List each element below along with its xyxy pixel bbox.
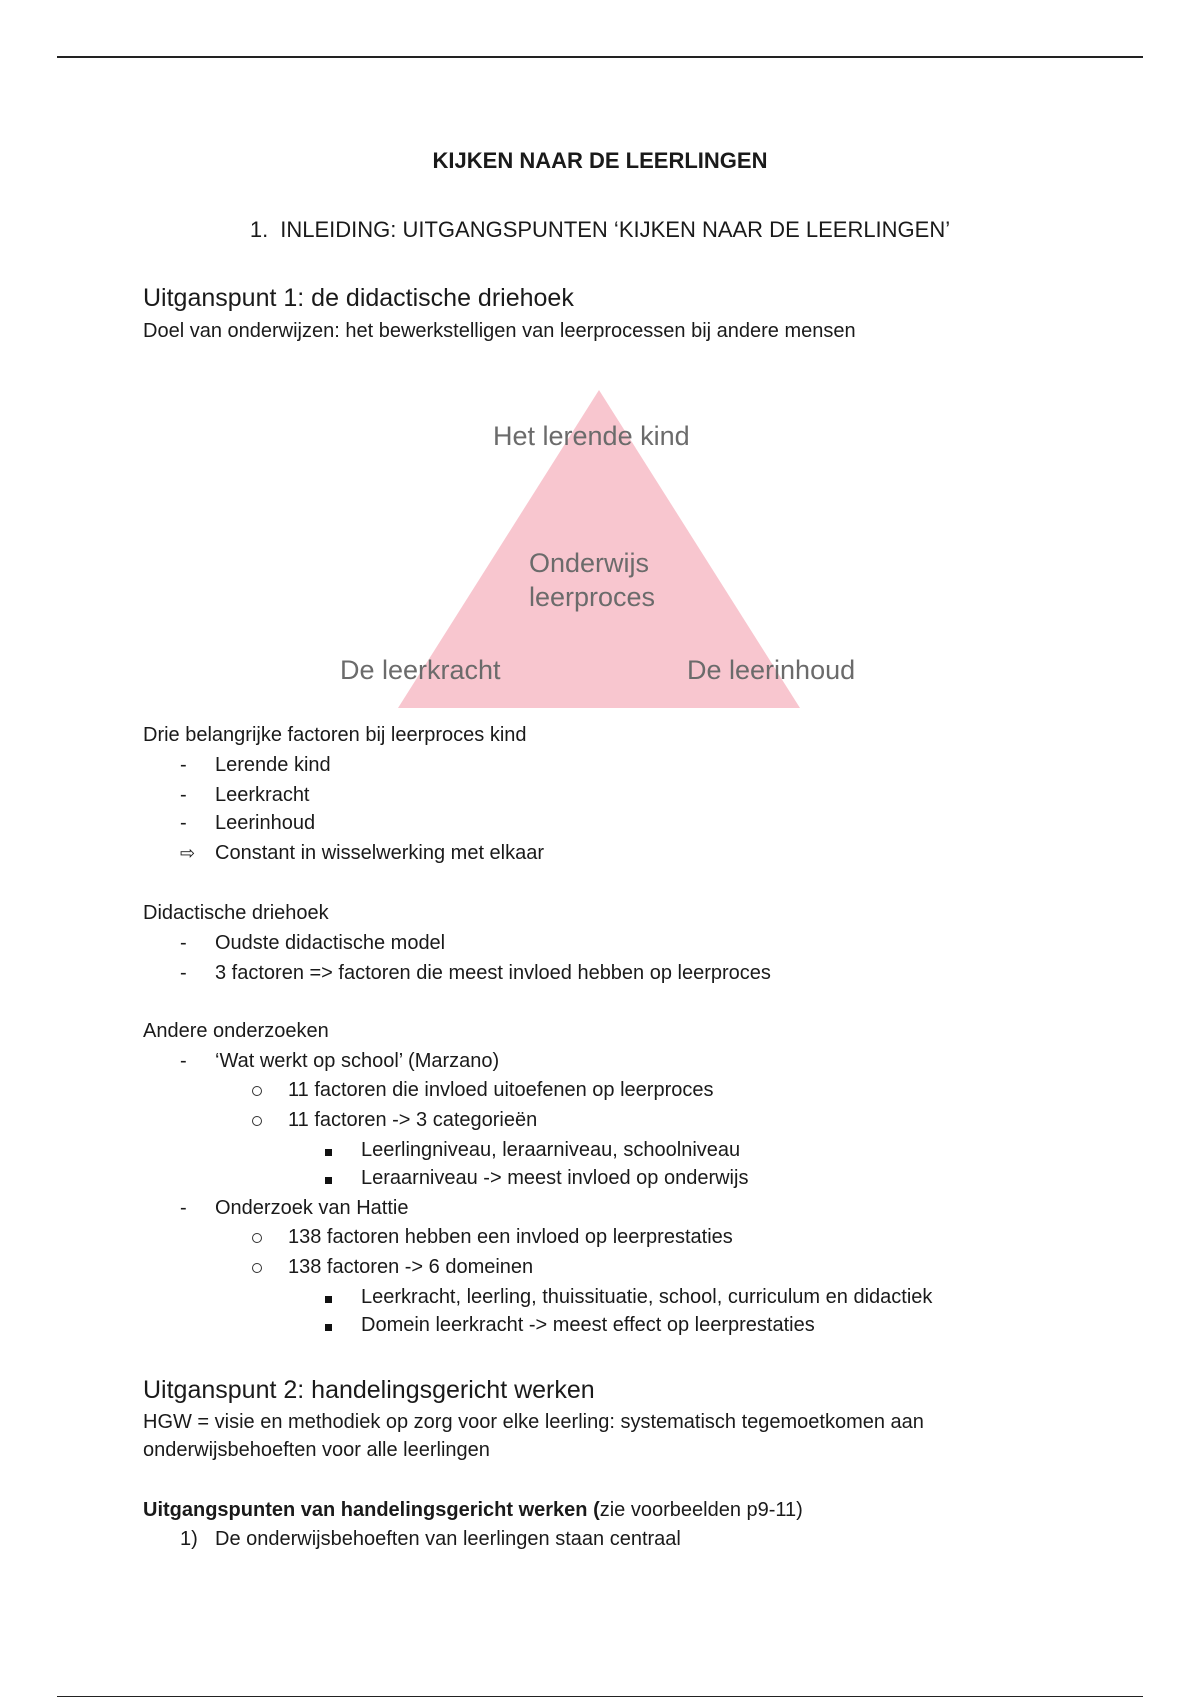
hgw-principles-heading-rest: zie voorbeelden p9-11) [599,1499,803,1521]
list-item: De onderwijsbehoeften van leerlingen staan centraal [215,1528,681,1550]
bottom-rule [57,1696,1143,1697]
arrow-icon: ⇨ [180,843,196,863]
list-item: Leraarniveau -> meest invloed op onderwijs [361,1167,749,1189]
top-rule [57,56,1143,58]
factors-heading: Drie belangrijke factoren bij leerproces kind [143,724,527,746]
list-item: 3 factoren => factoren die meest invloed hebben op leerproces [215,962,771,984]
triangle-label-left: De leerkracht [340,655,501,685]
list-item: 138 factoren hebben een invloed op leerprestaties [288,1226,733,1248]
circle-bullet [252,1226,272,1249]
intro-text: Doel van onderwijzen: het bewerkstelligen van leerprocessen bij andere mensen [143,320,856,342]
circle-bullet [252,1256,272,1279]
hgw-definition-line-1: HGW = visie en methodiek op zorg voor elke leerling: systematisch tegemoetkomen aan [143,1411,924,1433]
numbered-marker: 1) [180,1528,198,1550]
dash-marker: - [180,1050,187,1072]
square-bullet [325,1139,345,1162]
list-item: Leerinhoud [215,812,316,834]
list-item: Oudste didactische model [215,932,446,954]
research-heading: Andere onderzoeken [143,1020,329,1042]
dash-marker: - [180,812,187,834]
didactic-heading: Didactische driehoek [143,902,329,924]
hgw-principles-heading-bold: Uitgangspunten van handelingsgericht werken ( [143,1499,600,1521]
list-item: Lerende kind [215,754,331,776]
list-item: Domein leerkracht -> meest effect op leerprestaties [361,1314,815,1336]
section-number: 1. [249,217,269,242]
section-title [0,217,1200,243]
triangle-label-center-1: Onderwijs [529,548,650,578]
triangle-label-right: De leerinhoud [687,655,856,685]
triangle-label-top: Het lerende kind [493,421,690,451]
dash-marker: - [180,1197,187,1219]
hgw-definition-line-2: onderwijsbehoeften voor alle leerlingen [143,1439,490,1461]
triangle-label-center-2: leerproces [529,582,656,612]
list-item: Leerkracht, leerling, thuissituatie, school, curriculum en didactiek [361,1286,933,1308]
square-bullet [325,1286,345,1309]
circle-bullet [252,1109,272,1132]
list-item: Leerlingniveau, leraarniveau, schoolniveau [361,1139,741,1161]
square-bullet [325,1167,345,1190]
hgw-principles-heading [143,1499,803,1522]
list-item: ‘Wat werkt op school’ (Marzano) [215,1050,500,1072]
square-bullet [325,1314,345,1337]
list-item: Leerkracht [215,784,310,806]
list-item: 11 factoren -> 3 categorieën [288,1109,538,1131]
circle-bullet [252,1079,272,1102]
section-title-text: INLEIDING: UITGANGSPUNTEN ‘KIJKEN NAAR DE LEERLINGEN’ [280,217,951,242]
document-title: KIJKEN NAAR DE LEERLINGEN [432,148,768,173]
dash-marker: - [180,784,187,806]
list-item: Onderzoek van Hattie [215,1197,409,1219]
heading-uitgangspunt-1: Uitganspunt 1: de didactische driehoek [143,284,574,312]
list-item-conclusion: Constant in wisselwerking met elkaar [215,842,545,864]
dash-marker: - [180,932,187,954]
list-item: 11 factoren die invloed uitoefenen op leerproces [288,1079,714,1101]
dash-marker: - [180,962,187,984]
heading-uitgangspunt-2: Uitganspunt 2: handelingsgericht werken [143,1376,595,1404]
dash-marker: - [180,754,187,776]
list-item: 138 factoren -> 6 domeinen [288,1256,534,1278]
